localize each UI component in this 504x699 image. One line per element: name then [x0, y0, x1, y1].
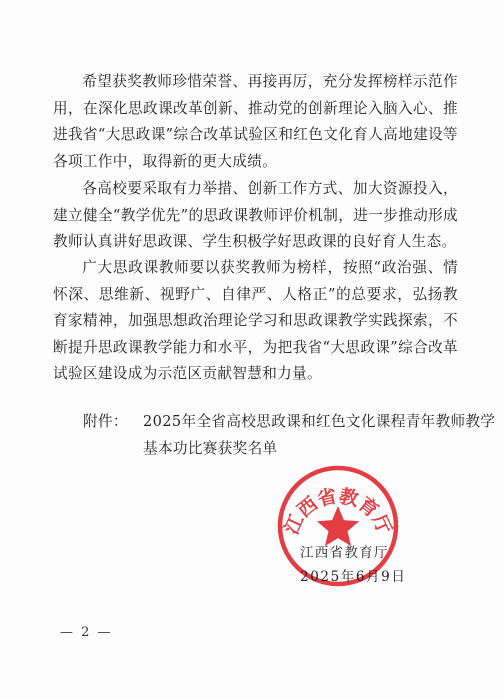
attachment-title-1: 2025年全省高校思政课和红色文化课程青年教师教学: [143, 413, 496, 430]
attachment-title-2: 基本功比赛获奖名单: [143, 439, 278, 457]
issuer-name: 江西省教育厅: [300, 545, 389, 561]
attachment-line-1: [83, 409, 495, 436]
paragraph-2: 各高校要采取有力举措、创新工作方式、加大资源投入，建立健全“教学优先”的思政课教师评价机制，进一步推动形成教师认真讲好思政课、学生积极学好思政课的良好育人生态。: [53, 180, 458, 251]
page-number: — 2 —: [60, 625, 113, 640]
issue-date: 2025年6月9日: [300, 569, 407, 585]
attachment-label: 附件：: [83, 413, 128, 430]
seal-text: 江西省教育厅: [280, 485, 396, 538]
paragraph-1: 希望获奖教师珍惜荣誉、再接再厉，充分发挥榜样示范作用，在深化思政课改革创新、推动党的创新理论入脑入心、推进我省“大思政课”综合改革试验区和红色文化育人高地建设等各项工作中，取得新的更大成绩。: [53, 73, 458, 170]
paragraph-3: 广大思政课教师要以获奖教师为榜样，按照“政治强、情怀深、思维新、视野广、自律严、人格正”的总要求，弘扬教育家精神，加强思想政治理论学习和思政课教学实践探索，不断提升思政课教学能力和水平，为把我省“大思政课”综合改革试验区建设成为示范区贡献智慧和力量。: [53, 259, 458, 383]
attachment-note: [83, 409, 495, 462]
